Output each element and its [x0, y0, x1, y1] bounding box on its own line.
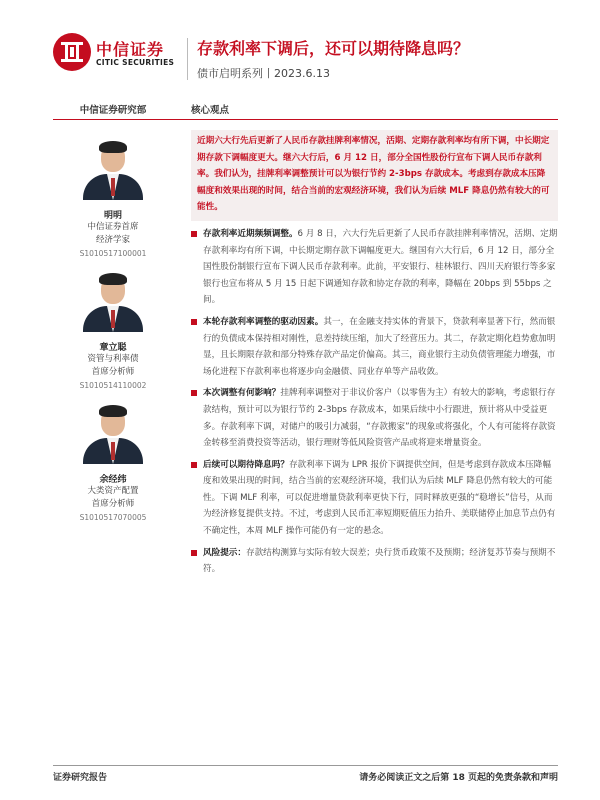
analyst-photo	[79, 140, 147, 200]
bullet-square-icon	[191, 319, 197, 325]
analyst-card	[53, 404, 173, 524]
analyst-column	[53, 102, 173, 522]
analyst-name: 余经纬	[99, 475, 127, 485]
key-point-text: 其一，在金融支持实体的背景下，贷款利率显著下行，然而银行的负债成本保持相对刚性，息差持续压缩，加大了经营压力。其二，存款定期化趋势愈加明显，且长期限存款和部分特殊存款产品定价偏高。其三，商业银行主动负债管理能力增强，市场化进程下存款利率也将逐步向金融债、同业存单等产品收敛。	[203, 316, 556, 377]
key-point	[191, 545, 558, 578]
footer-disclaimer: 请务必阅读正文之后第 18 页起的免责条款和声明	[359, 773, 558, 783]
analyst-title-line2: 首席分析师	[91, 367, 135, 377]
key-point	[191, 385, 558, 451]
citic-logo-icon	[53, 33, 91, 71]
key-point	[191, 226, 558, 309]
series-separator: 丨	[263, 67, 274, 80]
key-point-lead: 后续可以期待降息吗？	[203, 459, 289, 470]
analyst-license-id: S1010517070005	[79, 513, 147, 522]
key-point-lead: 本次调整有何影响？	[203, 388, 281, 399]
report-subtitle	[197, 65, 330, 81]
logo-english-name: CITIC SECURITIES	[96, 58, 175, 67]
bullet-square-icon	[191, 390, 197, 396]
series-name: 债市启明系列	[197, 67, 263, 80]
report-date: 2023.6.13	[274, 67, 330, 80]
analyst-title-line2: 经济学家	[95, 235, 130, 245]
citic-logo	[53, 33, 183, 73]
key-point	[191, 457, 558, 540]
key-point	[191, 314, 558, 380]
footer-rule	[53, 765, 558, 766]
analyst-photo	[79, 272, 147, 332]
analyst-card	[53, 140, 173, 260]
bullet-square-icon	[191, 462, 197, 468]
key-point-text: 存款结构测算与实际有较大误差；央行货币政策不及预期；经济复苏节奏与预期不符。	[203, 547, 556, 575]
analyst-name: 章立聪	[99, 343, 127, 353]
key-point-lead: 本轮存款利率调整的驱动因素。	[203, 316, 324, 327]
analyst-title-line1: 中信证券首席	[87, 222, 139, 232]
research-dept-heading: 中信证券研究部	[79, 105, 147, 116]
bullet-square-icon	[191, 550, 197, 556]
analyst-photo	[79, 404, 147, 464]
key-point-lead: 存款利率近期频频调整。	[203, 228, 298, 239]
logo-chinese-name: 中信证券	[96, 40, 165, 59]
analyst-license-id: S1010517100001	[79, 249, 147, 258]
key-points-heading: 核心观点	[191, 105, 230, 116]
analyst-title-line1: 大类资产配置	[87, 486, 139, 496]
key-point-lead: 风险提示：	[203, 547, 246, 558]
summary-box: 近期六大行先后更新了人民币存款挂牌利率情况，活期、定期存款利率均有所下调，中长期定期存款下调幅度更大。继六大行后，6 月 12 日，部分全国性股份行宣布下调人民币存款利率。我们认为，挂牌利率调整预计可以为银行节约 2-3bps 存款成本。考虑到存款成本压降幅度和效果出现的时间，结合当前的宏观经济环境，我们认为后续 MLF 降息仍然有较大的可能性。	[191, 130, 558, 221]
report-title: 存款利率下调后，还可以期待降息吗？	[197, 39, 470, 58]
analyst-license-id: S1010514110002	[79, 381, 147, 390]
analyst-title-line1: 资管与利率债	[87, 354, 139, 364]
report-header	[0, 0, 600, 92]
analyst-title-line2: 首席分析师	[91, 499, 135, 509]
analyst-card	[53, 272, 173, 392]
key-points-column	[191, 102, 558, 578]
key-point-text: 存款利率下调为 LPR 报价下调提供空间，但是考虑到存款成本压降幅度和效果出现的时间，结合当前的宏观经济环境，我们认为后续 MLF 降息仍然有较大的可能性。下调 MLF 利率，可以促进增量贷款利率更快下行，同时释放更强的“稳增长”信号，从而为经济修复提供支持。不过，考虑到人民币汇率短期贬值压力抬升、美联储停止加息节点仍有不确定性，本周 MLF 操作可能仍有一定的悬念。	[203, 459, 556, 537]
analyst-name: 明明	[103, 211, 122, 221]
header-divider	[187, 38, 188, 80]
key-point-text: 挂牌利率调整对于非议价客户（以零售为主）有较大的影响，考虑银行存款结构，预计可以为银行节约 2-3bps 存款成本，如果后续中小行跟进，预计将从中受益更多。存款利率下调，对储户的吸引力减弱，“存款搬家”的现象或将强化，个人有可能将存款资金转移至消费投资等活动，银行理财等低风险资管产品或将迎来增量资金。	[203, 388, 556, 449]
footer-report-type: 证券研究报告	[53, 773, 108, 783]
bullet-square-icon	[191, 231, 197, 237]
key-point-text: 6 月 8 日，六大行先后更新了人民币存款挂牌利率情况，活期、定期存款利率均有所下调，中长期定期存款下调幅度更大。继国有六大行后，6 月 12 日，部分全国性股份制银行宣布下调人民币存款利率。此前，平安银行、桂林银行、四川天府银行等多家银行也宣布将从 5 月 15 日起下调通知存款和协定存款的利率，降幅在 20bps 到 55bps 之间。	[203, 228, 558, 306]
